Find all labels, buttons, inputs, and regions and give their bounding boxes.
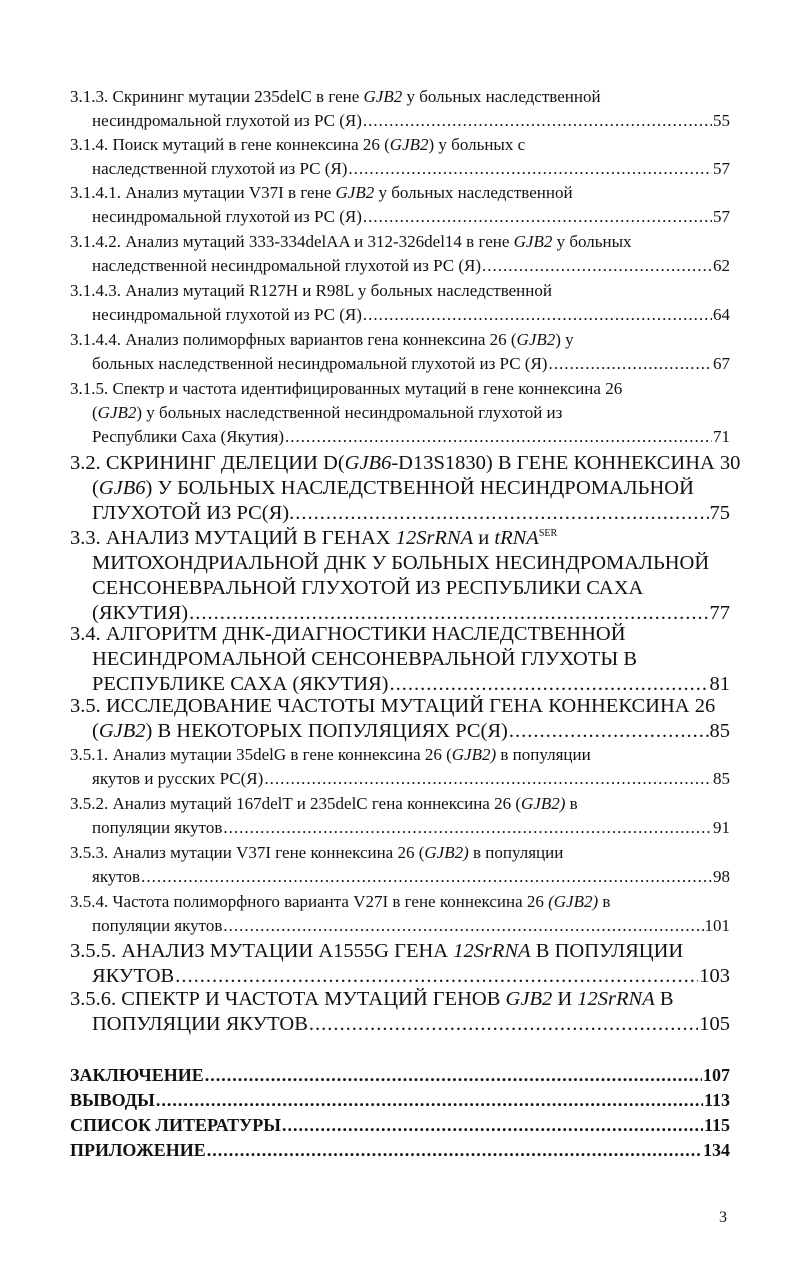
toc-text: ( xyxy=(92,720,99,742)
toc-text: GJB2 xyxy=(98,720,146,742)
toc-text: 3.5. ИССЛЕДОВАНИЕ ЧАСТОТЫ МУТАЦИЙ ГЕНА КОННЕКСИНА 26 xyxy=(70,695,716,717)
toc-text: 3.1.4.1. Анализ мутации V37I в гене xyxy=(70,183,336,202)
toc-text: популяции якутов xyxy=(92,916,223,935)
dot-leader xyxy=(223,916,703,936)
toc-text: 12SrRNA xyxy=(577,988,655,1010)
toc-page-number: 107 xyxy=(703,1065,730,1085)
toc-line xyxy=(92,1013,730,1036)
toc-entry-title xyxy=(92,305,362,325)
dot-leader xyxy=(548,354,712,374)
toc-page-number: 81 xyxy=(709,673,730,695)
page-number: 3 xyxy=(719,1209,727,1226)
toc-line xyxy=(92,305,730,325)
toc-line xyxy=(92,403,562,423)
toc-line xyxy=(70,940,683,963)
toc-entry-title xyxy=(92,720,508,743)
toc-text: 3.1.5. Спектр и частота идентифицированных мутаций в гене коннексина 26 xyxy=(70,379,623,398)
toc-text: ) У БОЛЬНЫХ НАСЛЕДСТВЕННОЙ НЕСИНДРОМАЛЬНОЙ xyxy=(145,477,694,499)
toc-page-number: 101 xyxy=(704,916,730,935)
toc-line xyxy=(92,818,730,838)
dot-leader xyxy=(363,207,712,227)
toc-line xyxy=(70,379,622,399)
toc-entry-title xyxy=(92,354,547,374)
toc-page-number: 134 xyxy=(703,1140,730,1160)
dot-leader xyxy=(264,769,712,789)
toc-entry-title xyxy=(70,1090,155,1111)
toc-line xyxy=(92,111,730,131)
toc-line xyxy=(92,648,637,671)
toc-text: tRNA xyxy=(494,527,539,549)
toc-page-number: 98 xyxy=(713,867,730,886)
toc-text: И xyxy=(552,988,578,1010)
toc-text: GJB6 xyxy=(98,477,146,499)
toc-page-number: 71 xyxy=(713,427,730,446)
toc-page-number: 57 xyxy=(713,159,730,178)
toc-text: 3.3. АНАЛИЗ МУТАЦИЙ В ГЕНАХ xyxy=(70,527,396,549)
toc-text: МИТОХОНДРИАЛЬНОЙ ДНК У БОЛЬНЫХ НЕСИНДРОМАЛЬНОЙ xyxy=(92,552,710,574)
toc-text: 3.1.3. Скрининг мутации 235delC в гене xyxy=(70,87,364,106)
toc-text: ( xyxy=(92,403,98,422)
toc-line xyxy=(70,87,601,107)
toc-line xyxy=(92,427,730,447)
toc-entry-title xyxy=(92,207,362,227)
toc-line xyxy=(92,867,730,887)
toc-text: РЕСПУБЛИКЕ САХА (ЯКУТИЯ) xyxy=(92,673,389,695)
toc-text: 12SrRNA xyxy=(395,527,474,549)
toc-text: 3.5.4. Частота полиморфного варианта V27I в гене коннексина 26 xyxy=(70,892,549,911)
toc-line xyxy=(70,892,610,912)
toc-text: 3.5.2. Анализ мутаций 167delT и 235delC гена коннексина 26 ( xyxy=(70,794,522,813)
dot-leader xyxy=(509,720,709,743)
toc-text: ЗАКЛЮЧЕНИЕ xyxy=(70,1065,204,1085)
toc-text: ЯКУТОВ xyxy=(92,965,175,987)
toc-text: GJB2 xyxy=(389,135,429,154)
toc-entry-title xyxy=(92,1013,308,1036)
toc-text: ГЛУХОТОЙ ИЗ РС(Я). xyxy=(92,502,295,524)
toc-page-number: 75 xyxy=(709,502,730,524)
toc-text: GJB2 xyxy=(97,403,137,422)
toc-line xyxy=(92,577,643,600)
toc-page-number: 64 xyxy=(713,305,730,324)
toc-text: в популяции xyxy=(468,843,564,862)
toc-text: ) у больных наследственной несиндромальной глухотой из xyxy=(136,403,563,422)
toc-text: 3.1.4.4. Анализ полиморфных вариантов гена коннексина 26 ( xyxy=(70,330,517,349)
toc-line xyxy=(70,452,740,475)
toc-text: 3.5.6. СПЕКТР И ЧАСТОТА МУТАЦИЙ ГЕНОВ xyxy=(70,988,506,1010)
dot-leader xyxy=(141,867,712,887)
toc-line xyxy=(92,965,730,988)
toc-line xyxy=(92,159,730,179)
toc-page-number: 67 xyxy=(713,354,730,373)
toc-page-number: 62 xyxy=(713,256,730,275)
toc-text: 12SrRNA xyxy=(453,940,531,962)
dot-leader xyxy=(363,111,712,131)
dot-leader xyxy=(295,502,708,525)
toc-entry-title xyxy=(70,1140,206,1161)
dot-leader xyxy=(223,818,712,838)
toc-text: несиндромальной глухотой из РС (Я) xyxy=(92,305,362,324)
toc-text: несиндромальной глухотой из РС (Я) xyxy=(92,111,362,130)
toc-text: в популяции xyxy=(496,745,591,764)
toc-text: ( xyxy=(92,477,99,499)
toc-page-number: 103 xyxy=(699,965,730,987)
toc-text: 3.1.4. Поиск мутаций в гене коннексина 26 ( xyxy=(70,135,390,154)
toc-text: несиндромальной глухотой из РС (Я) xyxy=(92,207,362,226)
toc-text: GJB2) xyxy=(424,843,469,862)
toc-text: GJB2 xyxy=(516,330,556,349)
toc-text: у больных наследственной xyxy=(374,183,573,202)
toc-line xyxy=(70,794,578,814)
toc-text: и xyxy=(473,527,495,549)
toc-line xyxy=(70,527,557,550)
toc-text: ) у больных с xyxy=(428,135,526,154)
toc-page-number: 85 xyxy=(713,769,730,788)
toc-text: (GJB2) xyxy=(548,892,599,911)
toc-text: GJB2) xyxy=(521,794,566,813)
toc-entry-title xyxy=(92,502,294,525)
toc-text: ) у xyxy=(555,330,574,349)
toc-text: В ПОПУЛЯЦИИ xyxy=(530,940,684,962)
toc-line xyxy=(92,502,730,525)
dot-leader xyxy=(348,159,712,179)
dot-leader xyxy=(189,602,708,625)
dot-leader xyxy=(175,965,698,988)
toc-entry-title xyxy=(92,256,481,276)
toc-line xyxy=(92,720,730,743)
toc-text: GJB2 xyxy=(335,183,375,202)
dot-leader xyxy=(205,1065,702,1086)
toc-line xyxy=(92,673,730,696)
toc-text: у больных наследственной xyxy=(402,87,601,106)
toc-page-number: 91 xyxy=(713,818,730,837)
toc-line xyxy=(92,207,730,227)
toc-entry-title xyxy=(92,673,389,696)
dot-leader xyxy=(207,1140,702,1161)
toc-line xyxy=(70,1065,730,1086)
dot-leader xyxy=(285,427,712,447)
toc-entry-title xyxy=(92,602,188,625)
toc-line xyxy=(70,1090,730,1111)
toc-line xyxy=(70,232,632,252)
toc-entry-title xyxy=(92,867,140,887)
toc-entry-title xyxy=(70,1115,281,1136)
toc-text: Республики Саха (Якутия) xyxy=(92,427,285,446)
toc-text: популяции якутов xyxy=(92,818,223,837)
toc-entry-title xyxy=(92,111,362,131)
toc-line xyxy=(70,281,552,301)
toc-line xyxy=(70,695,715,718)
toc-text: SER xyxy=(538,528,558,540)
toc-text: 3.5.1. Анализ мутации 35delG в гене коннексина 26 ( xyxy=(70,745,452,764)
toc-text: 3.5.3. Анализ мутации V37I гене коннексина 26 ( xyxy=(70,843,425,862)
toc-text: СЕНСОНЕВРАЛЬНОЙ ГЛУХОТОЙ ИЗ РЕСПУБЛИКИ САХА xyxy=(92,577,644,599)
toc-text: в xyxy=(598,892,611,911)
toc-entry-title xyxy=(92,965,174,988)
toc-text: GJB2 xyxy=(363,87,403,106)
dot-leader xyxy=(363,305,712,325)
toc-text: ВЫВОДЫ xyxy=(70,1090,155,1110)
toc-text: (ЯКУТИЯ) xyxy=(92,602,189,624)
toc-text: наследственной несиндромальной глухотой из РС (Я) xyxy=(92,256,482,275)
toc-text: НЕСИНДРОМАЛЬНОЙ СЕНСОНЕВРАЛЬНОЙ ГЛУХОТЫ В xyxy=(92,648,638,670)
toc-line xyxy=(92,916,730,936)
toc-text: -D13S1830) В ГЕНЕ КОННЕКСИНА 30 xyxy=(391,452,741,474)
toc-line xyxy=(70,843,563,863)
toc-text: 3.2. СКРИНИНГ ДЕЛЕЦИИ D( xyxy=(70,452,345,474)
toc-page-number: 55 xyxy=(713,111,730,130)
toc-text: GJB6 xyxy=(344,452,392,474)
toc-text: ПРИЛОЖЕНИЕ xyxy=(70,1140,206,1160)
toc-text: 3.4. АЛГОРИТМ ДНК-ДИАГНОСТИКИ НАСЛЕДСТВЕННОЙ xyxy=(70,623,626,645)
dot-leader xyxy=(482,256,712,276)
toc-text: GJB2 xyxy=(513,232,553,251)
toc-line xyxy=(70,623,626,646)
toc-text: СПИСОК ЛИТЕРАТУРЫ xyxy=(70,1115,281,1135)
toc-text: 3.1.4.3. Анализ мутаций R127H и R98L у больных наследственной xyxy=(70,281,552,300)
dot-leader xyxy=(390,673,709,696)
toc-line xyxy=(92,354,730,374)
toc-page-number: 77 xyxy=(709,602,730,624)
toc-text: у больных xyxy=(552,232,632,251)
toc-entry-title xyxy=(92,818,222,838)
toc-line xyxy=(92,769,730,789)
toc-entry-title xyxy=(92,427,284,447)
toc-page-number: 105 xyxy=(699,1013,730,1035)
toc-line xyxy=(70,330,574,350)
toc-entry-title xyxy=(70,1065,204,1086)
toc-line xyxy=(70,745,591,765)
toc-text: GJB2) xyxy=(451,745,497,764)
toc-text: якутов и русских РС(Я) xyxy=(92,769,264,788)
toc-text: В xyxy=(654,988,674,1010)
toc-entry-title xyxy=(92,769,263,789)
toc-page-number: 85 xyxy=(709,720,730,742)
toc-text: GJB2 xyxy=(505,988,553,1010)
toc-page-number: 57 xyxy=(713,207,730,226)
toc-line xyxy=(70,988,674,1011)
toc-page-number: 115 xyxy=(703,1115,730,1135)
toc-text: якутов xyxy=(92,867,141,886)
toc-line xyxy=(70,183,573,203)
toc-line xyxy=(92,602,730,625)
dot-leader xyxy=(309,1013,698,1036)
toc-text: 3.5.5. АНАЛИЗ МУТАЦИИ A1555G ГЕНА xyxy=(70,940,454,962)
dot-leader xyxy=(282,1115,703,1136)
toc-line xyxy=(70,1140,730,1161)
toc-text: 3.1.4.2. Анализ мутаций 333-334delAA и 312-326del14 в гене xyxy=(70,232,514,251)
toc-page-number: 113 xyxy=(703,1090,730,1110)
toc-text: в xyxy=(565,794,578,813)
toc-text: больных наследственной несиндромальной глухотой из РС (Я) xyxy=(92,354,548,373)
toc-line xyxy=(70,135,525,155)
toc-text: ) В НЕКОТОРЫХ ПОПУЛЯЦИЯХ РС(Я) xyxy=(145,720,508,742)
toc-line xyxy=(70,1115,730,1136)
toc-line xyxy=(92,552,709,575)
toc-entry-title xyxy=(92,916,222,936)
toc-text: ПОПУЛЯЦИИ ЯКУТОВ xyxy=(92,1013,308,1035)
toc-text: наследственной глухотой из РС (Я) xyxy=(92,159,348,178)
toc-line xyxy=(92,256,730,276)
toc-line xyxy=(92,477,694,500)
dot-leader xyxy=(156,1090,703,1111)
toc-entry-title xyxy=(92,159,347,179)
